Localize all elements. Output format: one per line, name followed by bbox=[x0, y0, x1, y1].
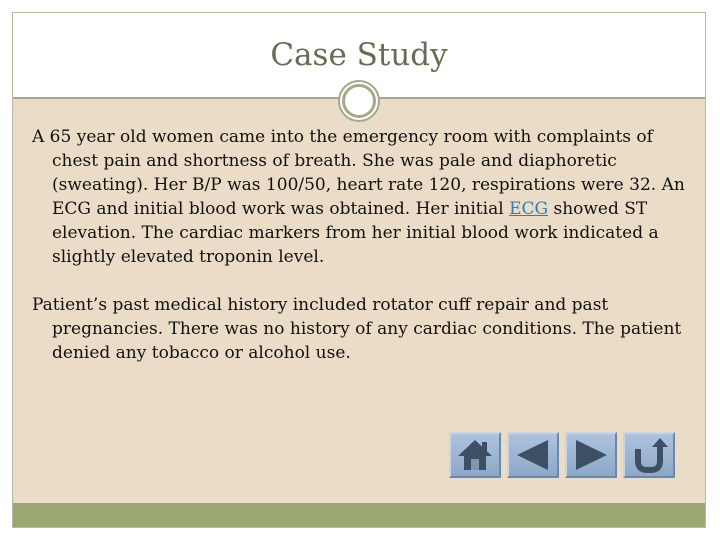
home-icon bbox=[456, 437, 494, 473]
previous-icon bbox=[514, 437, 552, 473]
navigation-buttons bbox=[449, 432, 675, 480]
footer-bar bbox=[13, 503, 705, 527]
next-button[interactable] bbox=[565, 432, 617, 478]
return-icon bbox=[630, 437, 668, 473]
paragraph-case bbox=[32, 125, 692, 269]
paragraph-case-text-2: showed ST elevation. The cardiac markers from her initial blood work indicated a slightly elevated troponin level. bbox=[52, 199, 659, 267]
home-button[interactable] bbox=[449, 432, 501, 478]
paragraph-history: Patient’s past medical history included rotator cuff repair and past pregnancies. There was no history of any cardiac conditions. The patient denied any tobacco or alcohol use. bbox=[32, 295, 682, 363]
slide-content bbox=[32, 125, 692, 389]
paragraph-case-text-1: A 65 year old women came into the emergency room with complaints of chest pain and shortness of breath. She was pale and diaphoretic (sweating). Her B/P was 100/50, heart rate 120, respirations were 32. An ECG and initial blood work was obtained. Her initial bbox=[32, 127, 685, 219]
previous-button[interactable] bbox=[507, 432, 559, 478]
circle-ornament-icon bbox=[337, 79, 381, 123]
slide-title: Case Study bbox=[270, 37, 448, 73]
return-button[interactable] bbox=[623, 432, 675, 478]
ecg-link[interactable]: ECG bbox=[509, 199, 549, 219]
next-icon bbox=[572, 437, 610, 473]
